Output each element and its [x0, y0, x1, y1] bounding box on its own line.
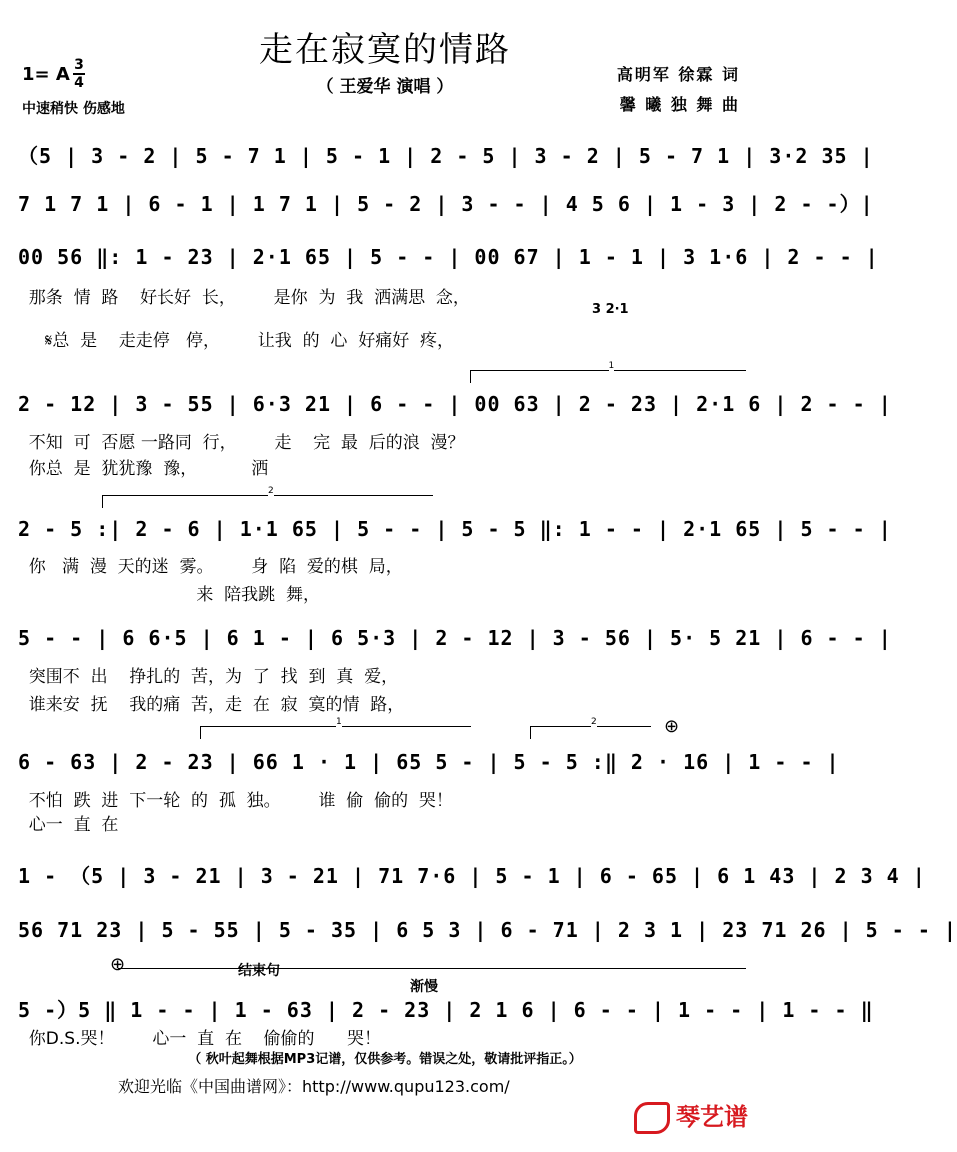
volta-bracket — [102, 486, 433, 508]
logo-icon — [634, 1102, 670, 1134]
score-row-5: 2 - 5 :| 2 - 6 | 1·1 65 | 5 - - | 5 - 5 ‖: 1 - - | 2·1 65 | 5 - - | — [18, 517, 892, 541]
score-row-7: 6 - 63 | 2 - 23 | 66 1 · 1 | 65 5 - | 5 - 5 :‖ 2 · 16 | 1 - - | — [18, 750, 840, 774]
lyric-line: 不知 可 否愿 一路同 行， 走 完 最 后的浪 漫？ — [18, 433, 465, 453]
score-row-1: （5 | 3 - 2 | 5 - 7 1 | 5 - 1 | 2 - 5 | 3 - 2 | 5 - 7 1 | 3·2 35 | — [18, 144, 874, 168]
score-row-6: 5 - - | 6 6·5 | 6 1 - | 6 5·3 | 2 - 12 | 3 - 56 | 5· 5 21 | 6 - - | — [18, 626, 892, 650]
lyric-line: 你 满 漫 天的迷 雾。 身 陷 爱的棋 局， — [18, 557, 403, 577]
ritardando-label: 渐慢 — [410, 979, 438, 995]
score-row-10: 5 -）5 ‖ 1 - - | 1 - 63 | 2 - 23 | 2 1 6 | 6 - - | 1 - - | 1 - - ‖ — [18, 998, 874, 1022]
coda-icon: ⊕ — [664, 716, 680, 737]
lyricist: 高明军 徐霖 词 — [616, 65, 740, 84]
lyric-line: 你D.S.哭！ 心一 直 在 偷偷的 哭！ — [18, 1029, 381, 1049]
coda-icon: ⊕ — [110, 954, 126, 975]
volta-bracket — [530, 717, 651, 739]
brand-logo — [634, 1097, 748, 1134]
lyric-line: 突围不 出 挣扎的 苦，为 了 找 到 真 爱， — [18, 667, 399, 687]
volta-number: 2 — [591, 717, 597, 727]
volta-number: 1 — [336, 717, 342, 727]
volta-bracket — [470, 361, 746, 383]
time-top: 3 — [74, 57, 84, 73]
score-row-3: 00 56 ‖: 1 - 23 | 2·1 65 | 5 - - | 00 67 | 1 - 1 | 3 1·6 | 2 - - | — [18, 245, 879, 269]
tempo-marking: 中速稍快 伤感地 — [22, 101, 125, 117]
lyric-line: 你总 是 犹犹豫 豫， 洒 — [18, 459, 269, 479]
performer: （ 王爱华 演唱 ） — [316, 77, 454, 97]
volta-bracket — [200, 717, 471, 739]
time-signature — [73, 58, 85, 90]
volta-number: 2 — [268, 486, 274, 496]
ending-line — [118, 968, 746, 969]
lyric-line: 来 陪我跳 舞， — [18, 585, 320, 605]
lyric-line: 那条 情 路 好长好 长， 是你 为 我 洒满思 念， — [18, 288, 470, 308]
lyric-line: 谁来安 抚 我的痛 苦，走 在 寂 寞的情 路， — [18, 695, 405, 715]
time-bottom: 4 — [74, 75, 84, 91]
ending-label: 结束句 — [238, 963, 280, 979]
lyric-line: 不怕 跌 进 下一轮 的 孤 独。 谁 偷 偷的 哭！ — [18, 791, 453, 811]
transcription-note: （ 秋叶起舞根据MP3记谱，仅供参考。错误之处，敬请批评指正。） — [188, 1052, 582, 1067]
page-title: 走在寂寞的情路 — [259, 30, 511, 70]
score-row-9: 56 71 23 | 5 - 55 | 5 - 35 | 6 5 3 | 6 - 71 | 2 3 1 | 23 71 26 | 5 - - | — [18, 918, 957, 942]
lyric-line: 𝄋总 是 走走停 停， 让我 的 心 好痛好 疼， — [18, 331, 455, 351]
logo-text: 琴艺谱 — [676, 1103, 748, 1131]
score-row-4: 2 - 12 | 3 - 55 | 6·3 21 | 6 - - | 00 63 | 2 - 23 | 2·1 6 | 2 - - | — [18, 392, 892, 416]
key-signature: 1= A — [22, 64, 70, 85]
score-row-8: 1 - （5 | 3 - 21 | 3 - 21 | 71 7·6 | 5 - 1 | 6 - 65 | 6 1 43 | 2 3 4 | — [18, 864, 926, 888]
lyric-line: 心一 直 在 — [18, 815, 119, 835]
score-row-2: 7 1 7 1 | 6 - 1 | 1 7 1 | 5 - 2 | 3 - - | 4 5 6 | 1 - 3 | 2 - -）| — [18, 192, 874, 216]
alt-notes: 3 2·1 — [592, 302, 629, 317]
composer: 馨 曦 独 舞 曲 — [619, 95, 740, 114]
volta-number: 1 — [608, 361, 615, 371]
site-welcome: 欢迎光临《中国曲谱网》：http://www.qupu123.com/ — [118, 1077, 510, 1096]
